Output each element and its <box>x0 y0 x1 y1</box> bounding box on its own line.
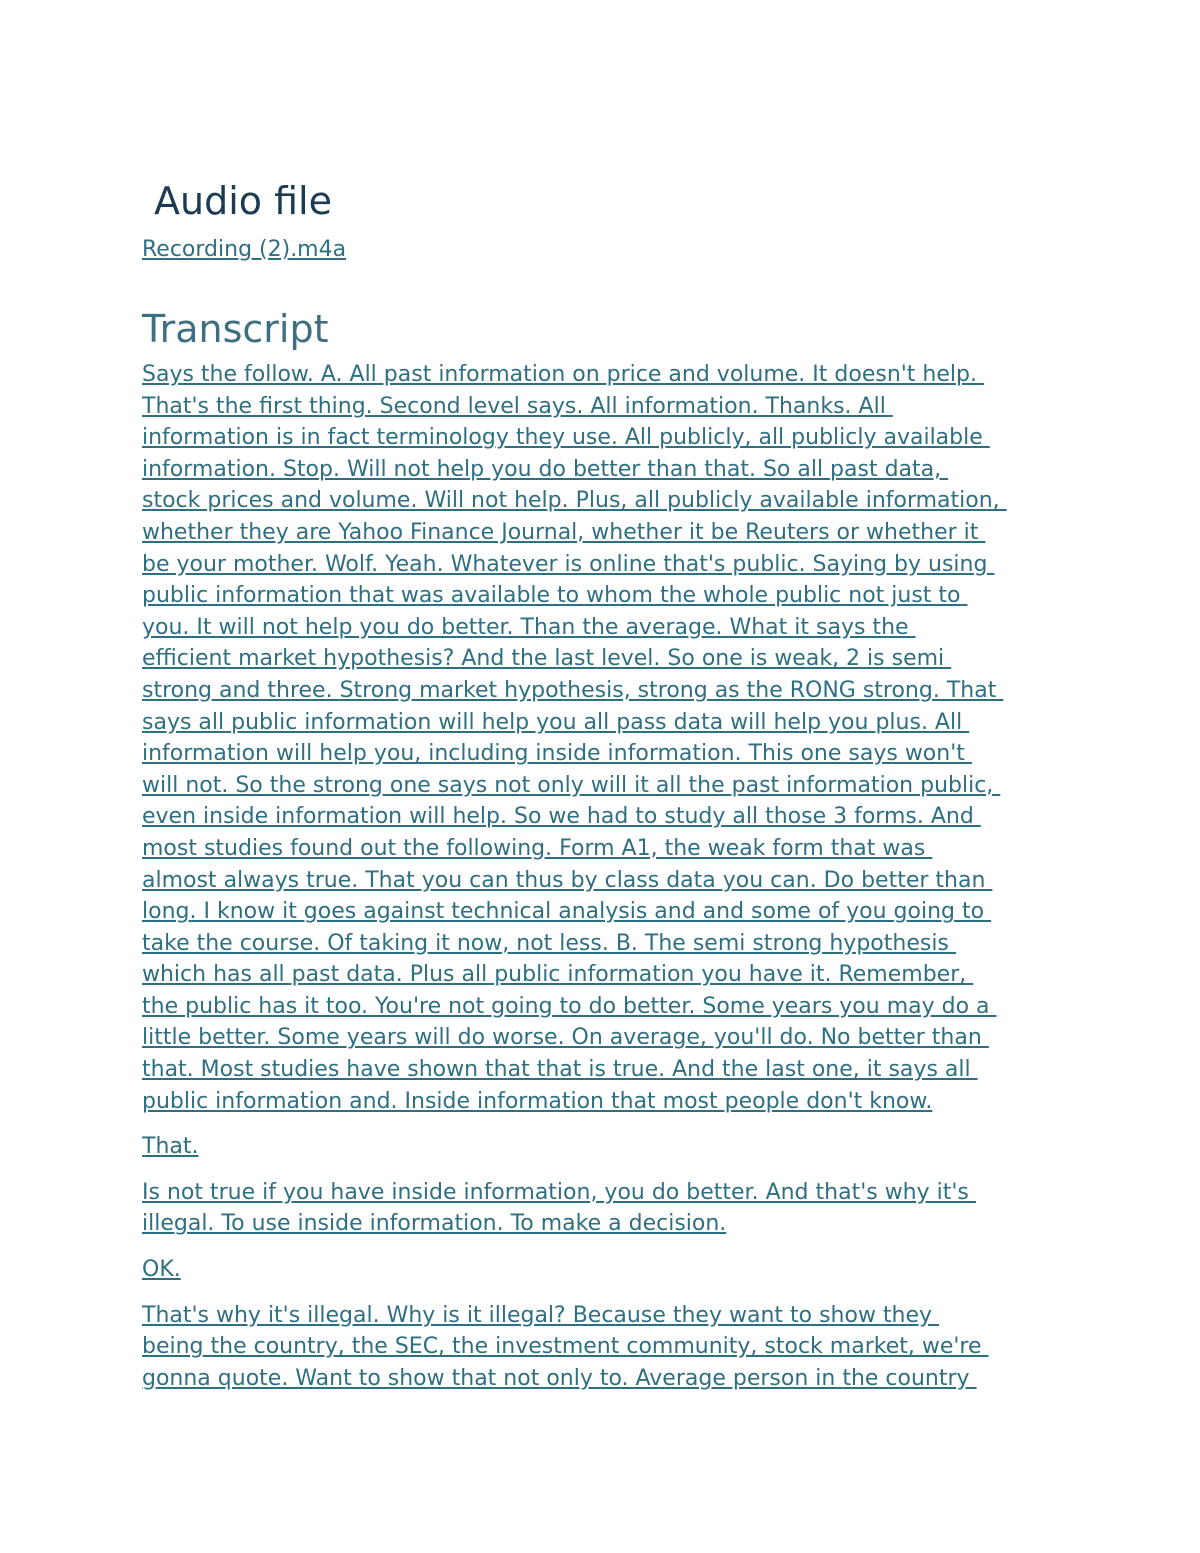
transcript-line: almost always true. That you can thus by class data you can. Do better than <box>142 867 993 893</box>
audio-file-link[interactable]: Recording (2).m4a <box>142 237 347 262</box>
transcript-paragraph[interactable] <box>142 1300 1072 1395</box>
transcript-paragraph[interactable] <box>142 1254 1072 1286</box>
transcript-line: efficient market hypothesis? And the last level. So one is weak, 2 is semi <box>142 646 952 672</box>
transcript-line: information will help you, including inside information. This one says won't <box>142 741 972 767</box>
transcript-line: illegal. To use inside information. To make a decision. <box>142 1211 727 1237</box>
transcript-line: information. Stop. Will not help you do better than that. So all past data, <box>142 456 949 482</box>
transcript-line: That. <box>142 1134 199 1160</box>
transcript-line: says all public information will help you all pass data will help you plus. All <box>142 709 970 735</box>
transcript-line: will not. So the strong one says not only will it all the past information public, <box>142 772 1001 798</box>
transcript-line: most studies found out the following. Form A1, the weak form that was <box>142 835 933 861</box>
transcript-line: the public has it too. You're not going to do better. Some years you may do a <box>142 993 997 1019</box>
transcript-paragraph[interactable] <box>142 359 1072 1117</box>
transcript-line: even inside information will help. So we had to study all those 3 forms. And <box>142 804 981 830</box>
transcript-heading: Transcript <box>142 307 329 351</box>
transcript-line: Says the follow. A. All past information on price and volume. It doesn't help. <box>142 362 984 387</box>
transcript-line: which has all past data. Plus all public information you have it. Remember, <box>142 962 974 988</box>
transcript-line: public information that was available to whom the whole public not just to <box>142 583 968 609</box>
transcript-paragraph[interactable] <box>142 1131 1072 1163</box>
transcript-line: long. I know it goes against technical analysis and and some of you going to <box>142 899 992 925</box>
transcript-line: That's the first thing. Second level says. All information. Thanks. All <box>142 393 893 419</box>
transcript-line: that. Most studies have shown that that is true. And the last one, it says all <box>142 1057 978 1083</box>
transcript-line: strong and three. Strong market hypothesis, strong as the RONG strong. That <box>142 677 1004 703</box>
transcript-line: being the country, the SEC, the investment community, stock market, we're <box>142 1334 989 1360</box>
transcript-line: take the course. Of taking it now, not less. B. The semi strong hypothesis <box>142 930 956 956</box>
transcript-line: stock prices and volume. Will not help. Plus, all publicly available information, <box>142 488 1007 514</box>
transcript-line: OK. <box>142 1257 181 1283</box>
transcript-line: little better. Some years will do worse. On average, you'll do. No better than <box>142 1025 989 1051</box>
transcript-line: you. It will not help you do better. Than the average. What it says the <box>142 614 916 640</box>
transcript-line: Is not true if you have inside information, you do better. And that's why it's <box>142 1179 976 1205</box>
transcript-paragraph[interactable] <box>142 1177 1072 1240</box>
transcript-line: whether they are Yahoo Finance Journal, whether it be Reuters or whether it <box>142 519 986 545</box>
transcript-line: information is in fact terminology they use. All publicly, all publicly available <box>142 425 990 451</box>
document-title: Audio file <box>154 179 332 223</box>
document-page <box>142 176 1072 1394</box>
transcript-line: That's why it's illegal. Why is it illegal? Because they want to show they <box>142 1302 940 1328</box>
transcript-line: be your mother. Wolf. Yeah. Whatever is online that's public. Saying by using <box>142 551 995 577</box>
transcript-line: public information and. Inside information that most people don't know. <box>142 1088 933 1114</box>
transcript-body <box>142 359 1072 1394</box>
transcript-line: gonna quote. Want to show that not only to. Average person in the country <box>142 1365 977 1391</box>
